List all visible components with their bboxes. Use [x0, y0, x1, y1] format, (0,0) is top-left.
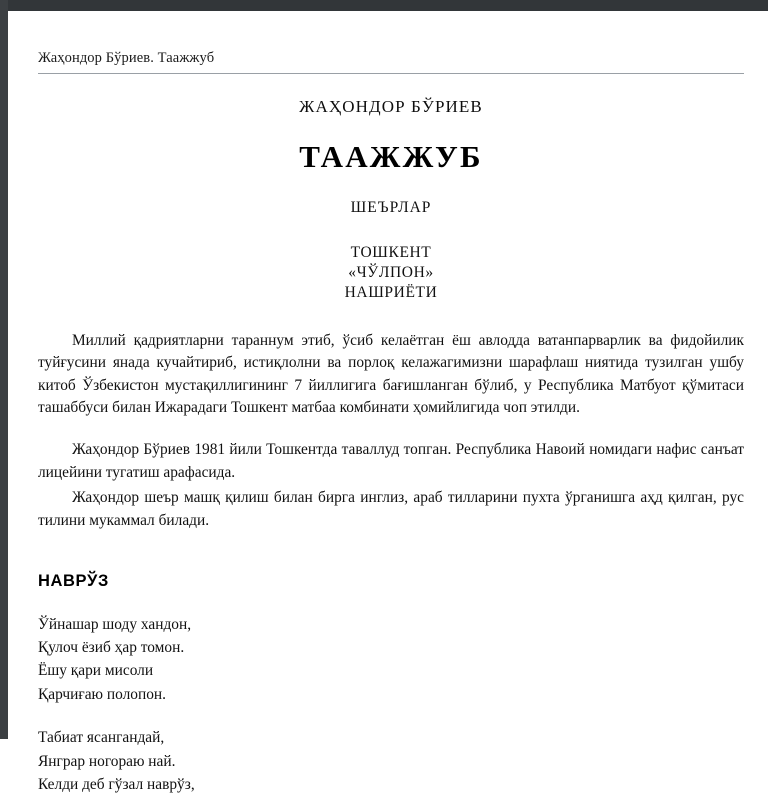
header-rule — [38, 73, 744, 74]
languages-paragraph: Жаҳондор шеър машқ қилиш билан бирга инглиз, араб тилларини пухта ўрганишга аҳд қилган, рус тилини мукаммал билади. — [38, 489, 744, 530]
title-block — [38, 97, 744, 303]
author-name: ЖАҲОНДОР БЎРИЕВ — [299, 97, 483, 117]
poem-line: Ёшу қари мисоли — [38, 662, 154, 680]
imprint-publisher: «ЧЎЛПОН» — [348, 264, 434, 282]
biography-paragraph: Жаҳондор Бўриев 1981 йили Тошкентда таваллуд топган. Республика Навоий номидаги нафис санъат лицейини тугатиш арафасида. — [38, 441, 744, 481]
imprint-city: ТОШКЕНТ — [350, 244, 432, 262]
poem-line: Қарчиғаю полопон. — [38, 685, 166, 703]
book-title: ТААЖЖУБ — [299, 139, 483, 175]
imprint-suffix: НАШРИЁТИ — [344, 284, 438, 302]
poem-line: Келди деб гўзал наврўз, — [38, 776, 195, 794]
poem-stanza-2 — [38, 726, 744, 796]
viewer-top-bar — [0, 0, 768, 11]
poem-line: Табиат ясангандай, — [38, 729, 165, 747]
genre-label: ШЕЪРЛАР — [350, 199, 432, 217]
poem-line: Ўйнашар шоду хандон, — [38, 615, 192, 633]
viewer-left-gutter — [0, 0, 8, 739]
running-head: Жаҳондор Бўриев. Таажжуб — [38, 50, 215, 66]
imprint-block — [38, 243, 744, 303]
annotation-paragraph: Миллий қадриятларни тараннум этиб, ўсиб келаётган ёш авлодда ватанпарварлик ва фидойилик туйғусини янада кучайтириб, истиқлолни ва порлоқ келажагимизни шарафлаш ниятида тузилган ушбу китоб Ўзбекистон мустақиллигининг 7 йиллигига бағишланган бўлиб, у Республика Матбуот қўмитаси ташаббуси билан Ижарадаги Тошкент матбаа комбинати ҳомийлигида чоп этилди. — [38, 331, 744, 417]
poem-line: Қулоч ёзиб ҳар томон. — [38, 639, 185, 657]
document-page — [8, 11, 768, 794]
poem-stanza-1 — [38, 613, 744, 707]
poem-title: НАВРЎЗ — [38, 571, 109, 590]
poem-line: Янграр ногораю най. — [38, 752, 176, 770]
